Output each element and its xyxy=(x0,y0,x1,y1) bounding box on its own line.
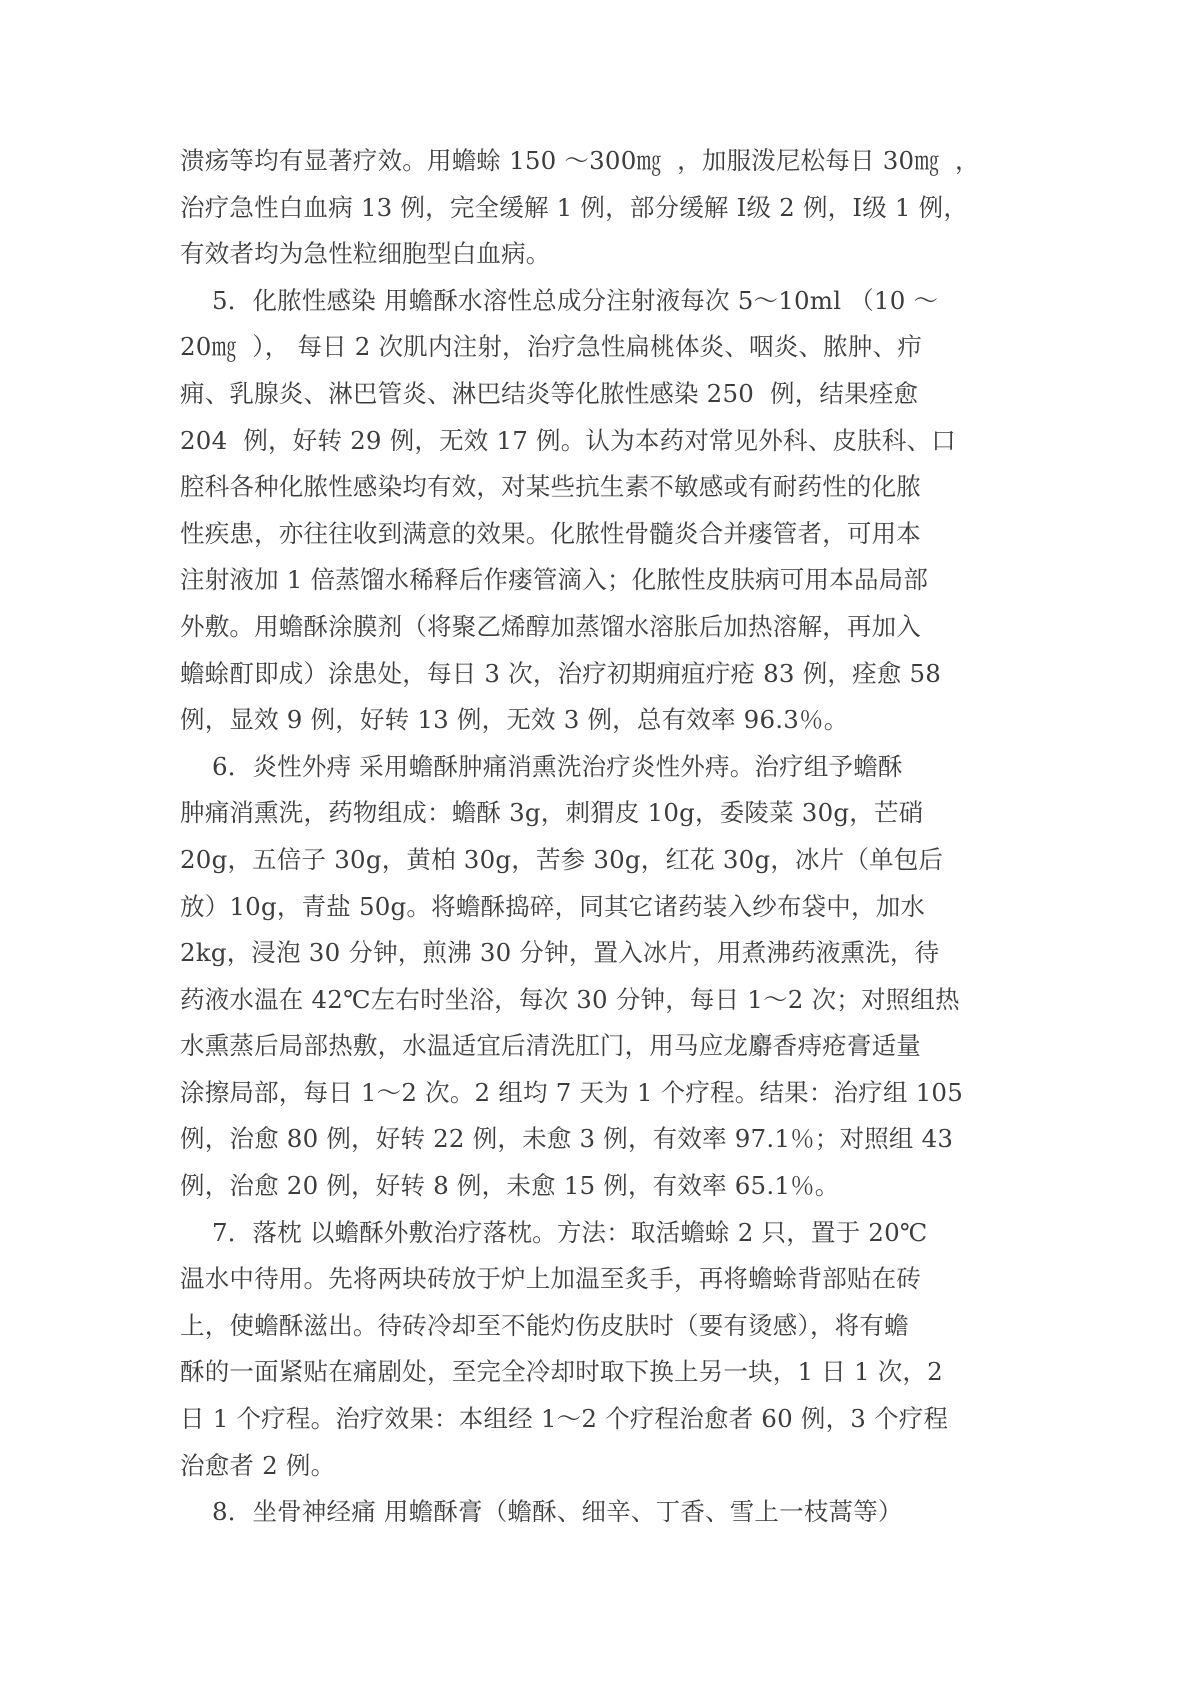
text-line: 温水中待用。先将两块砖放于炉上加温至炙手，再将蟾蜍背部贴在砖 xyxy=(180,1264,921,1294)
section-7-heading-line: 7．落枕 以蟾酥外敷治疗落枕。方法：取活蟾蜍 2 只，置于 20℃ xyxy=(180,1217,928,1247)
text-line: 例，治愈 80 例，好转 22 例，未愈 3 例，有效率 97.1％；对照组 43 xyxy=(180,1124,954,1154)
text-line: 放）10g，青盐 50g。将蟾酥捣碎，同其它诸药装入纱布袋中，加水 xyxy=(180,891,926,921)
section-5-heading-line: 5．化脓性感染 用蟾酥水溶性总成分注射液每次 5～10ml （10 ～ xyxy=(180,285,939,315)
text-line: 2kg，浸泡 30 分钟，煎沸 30 分钟，置入冰片，用煮沸药液熏洗，待 xyxy=(180,938,940,968)
section-6-heading-line: 6．炎性外痔 采用蟾酥肿痛消熏洗治疗炎性外痔。治疗组予蟾酥 xyxy=(180,751,903,781)
body-text xyxy=(180,138,1020,1536)
text-line: 20㎎ ）， 每日 2 次肌内注射，治疗急性扁桃体炎、咽炎、脓肿、疖 xyxy=(180,332,922,362)
text-line: 注射液加 1 倍蒸馏水稀释后作瘘管滴入；化脓性皮肤病可用本品局部 xyxy=(180,565,929,595)
text-line: 治疗急性白血病 13 例，完全缓解 1 例，部分缓解 I级 2 例，I级 1 例， xyxy=(180,192,969,222)
text-line: 20g，五倍子 30g，黄柏 30g，苦参 30g，红花 30g，冰片（单包后 xyxy=(180,844,944,874)
text-line: 204 例，好转 29 例，无效 17 例。认为本药对常见外科、皮肤科、口 xyxy=(180,425,956,455)
text-line: 水熏蒸后局部热敷，水温适宜后清洗肛门，用马应龙麝香痔疮膏适量 xyxy=(180,1031,921,1061)
text-line: 涂擦局部，每日 1～2 次。2 组均 7 天为 1 个疗程。结果：治疗组 105 xyxy=(180,1077,964,1107)
text-line: 肿痛消熏洗，药物组成：蟾酥 3g，刺猬皮 10g，委陵菜 30g，芒硝 xyxy=(180,798,924,828)
text-line: 日 1 个疗程。治疗效果：本组经 1～2 个疗程治愈者 60 例，3 个疗程 xyxy=(180,1404,949,1434)
text-line: 蟾蜍酊即成）涂患处，每日 3 次，治疗初期痈疽疔疮 83 例，痊愈 58 xyxy=(180,658,942,688)
section-8-heading-line: 8．坐骨神经痛 用蟾酥膏（蟾酥、细辛、丁香、雪上一枝蒿等） xyxy=(180,1497,903,1527)
text-line: 上，使蟾酥滋出。待砖冷却至不能灼伤皮肤时（要有烫感），将有蟾 xyxy=(180,1310,909,1340)
text-line: 酥的一面紧贴在痛剧处，至完全冷却时取下换上另一块，1 日 1 次，2 xyxy=(180,1357,943,1387)
text-line: 有效者均为急性粒细胞型白血病。 xyxy=(180,239,551,269)
text-line: 例，治愈 20 例，好转 8 例，未愈 15 例，有效率 65.1％。 xyxy=(180,1171,840,1201)
text-line: 治愈者 2 例。 xyxy=(180,1450,336,1480)
text-line: 药液水温在 42℃左右时坐浴，每次 30 分钟，每日 1～2 次；对照组热 xyxy=(180,984,960,1014)
text-line: 痈、乳腺炎、淋巴管炎、淋巴结炎等化脓性感染 250 例，结果痊愈 xyxy=(180,378,919,408)
text-line: 腔科各种化脓性感染均有效，对某些抗生素不敏感或有耐药性的化脓 xyxy=(180,472,921,502)
text-line: 例，显效 9 例，好转 13 例，无效 3 例，总有效率 96.3％。 xyxy=(180,705,849,735)
text-line: 溃疡等均有显著疗效。用蟾蜍 150 ～300㎎ ，加服泼尼松每日 30㎎ ， xyxy=(180,146,980,175)
text-line: 性疾患，亦往往收到满意的效果。化脓性骨髓炎合并瘘管者，可用本 xyxy=(180,518,921,548)
text-line: 外敷。用蟾酥涂膜剂（将聚乙烯醇加蒸馏水溶胀后加热溶解，再加入 xyxy=(180,611,921,641)
